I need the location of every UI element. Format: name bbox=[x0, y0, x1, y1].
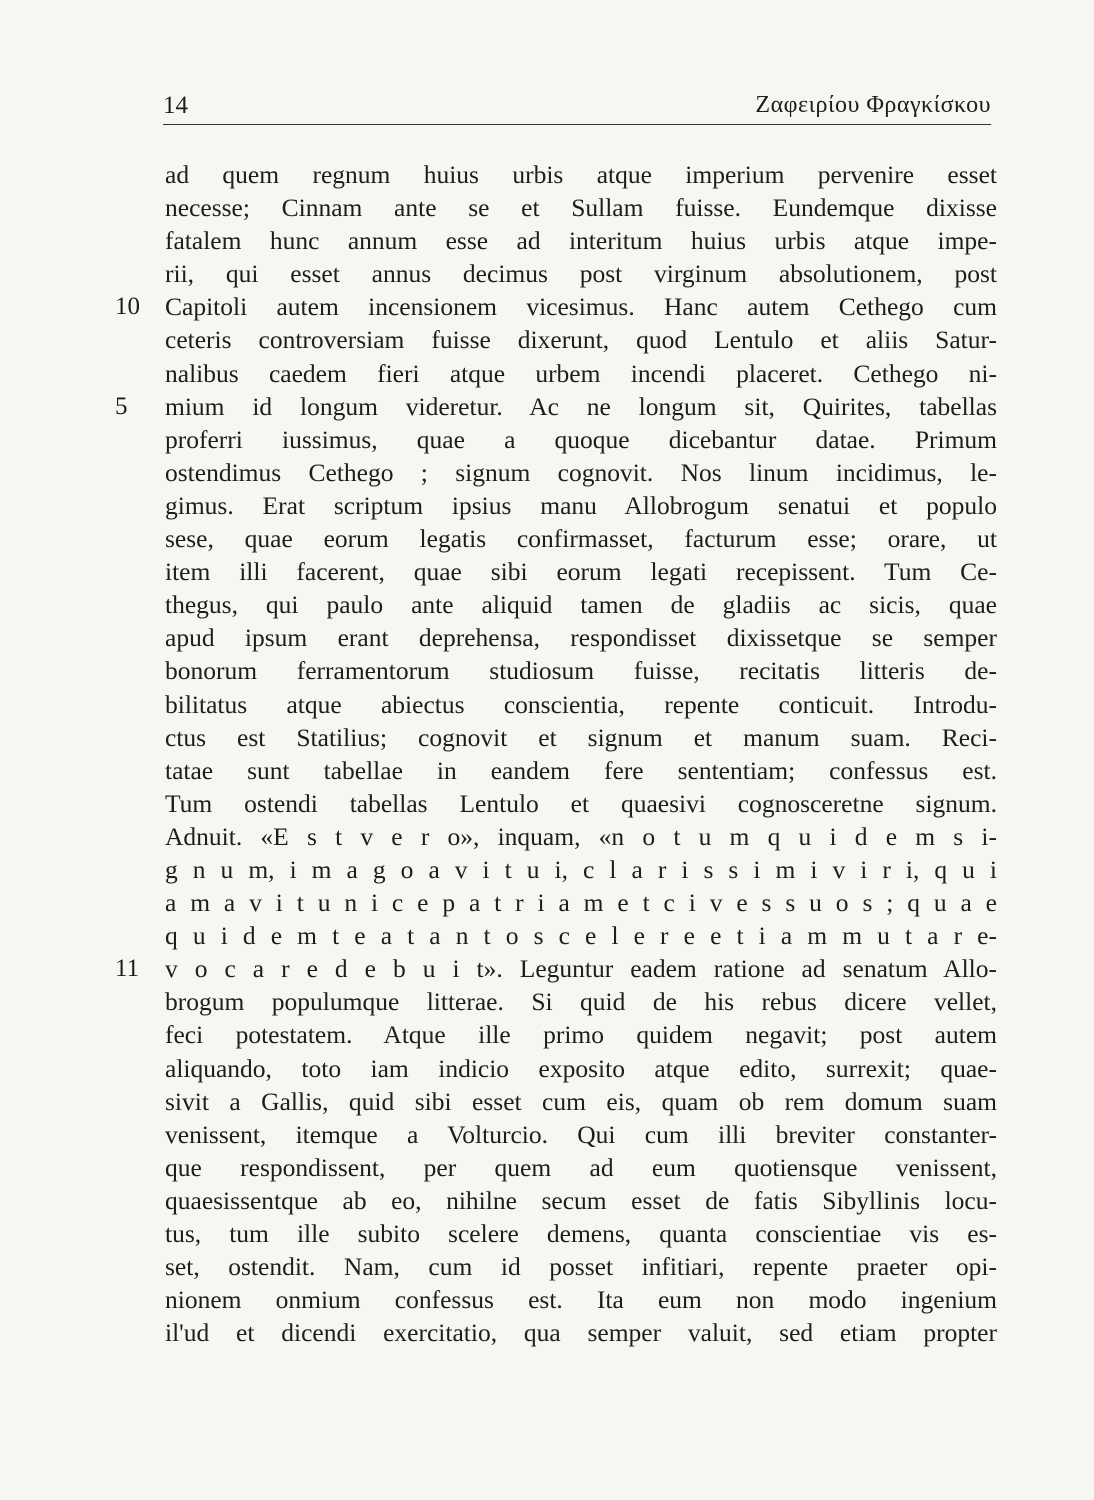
text-line bbox=[165, 423, 997, 456]
text-line bbox=[165, 1018, 997, 1051]
text-line bbox=[165, 1085, 997, 1118]
line-text: q u i d e m t e a t a n t o s c e l e r e e t i a m m u t a r e- bbox=[165, 921, 997, 951]
text-line bbox=[165, 886, 997, 919]
line-text: necesse; Cinnam ante se et Sullam fuisse. Eundemque dixisse bbox=[165, 193, 997, 223]
line-text: aliquando, toto iam indicio exposito atque edito, surrexit; quae- bbox=[165, 1053, 997, 1083]
text-line bbox=[165, 754, 997, 787]
text-line bbox=[165, 158, 997, 191]
line-text: rii, qui esset annus decimus post virginum absolutionem, post bbox=[165, 259, 997, 289]
header-rule bbox=[163, 124, 991, 125]
margin-line-number: 5 bbox=[115, 392, 128, 420]
text-line bbox=[165, 919, 997, 952]
line-text: venissent, itemque a Volturcio. Qui cum illi breviter constanter- bbox=[165, 1119, 997, 1149]
line-text: bonorum ferramentorum studiosum fuisse, recitatis litteris de- bbox=[165, 656, 997, 686]
page-number: 14 bbox=[163, 92, 188, 119]
margin-line-number: 10 bbox=[115, 293, 140, 321]
text-line bbox=[165, 1184, 997, 1217]
text-line bbox=[165, 1250, 997, 1283]
line-text: Adnuit. «E s t v e r o», inquam, «n o t u m q u i d e m s i- bbox=[165, 821, 997, 851]
line-text: a m a v i t u n i c e p a t r i a m e t c i v e s s u o s ; q u a e bbox=[165, 888, 997, 918]
text-line bbox=[165, 1151, 997, 1184]
line-text: fatalem hunc annum esse ad interitum huius urbis atque impe- bbox=[165, 226, 997, 256]
line-text: ostendimus Cethego ; signum cognovit. Nos linum incidimus, le- bbox=[165, 457, 997, 487]
line-text: v o c a r e d e b u i t». Leguntur eadem ratione ad senatum Allo- bbox=[165, 954, 997, 984]
line-text: mium id longum videretur. Ac ne longum sit, Quirites, tabellas bbox=[165, 391, 997, 421]
line-text: apud ipsum erant deprehensa, respondisset dixissetque se semper bbox=[165, 623, 997, 653]
margin-line-number: 11 bbox=[115, 955, 140, 983]
line-text: thegus, qui paulo ante aliquid tamen de gladiis ac sicis, quae bbox=[165, 590, 997, 620]
text-line bbox=[165, 357, 997, 390]
text-line bbox=[165, 1283, 997, 1316]
text-line bbox=[165, 654, 997, 687]
line-text: Capitoli autem incensionem vicesimus. Hanc autem Cethego cum bbox=[165, 292, 997, 322]
text-line bbox=[165, 985, 997, 1018]
line-text: g n u m, i m a g o a v i t u i, c l a r i s s i m i v i r i, q u i bbox=[165, 854, 997, 884]
text-line bbox=[165, 522, 997, 555]
line-text: nionem onmium confessus est. Ita eum non modo ingenium bbox=[165, 1285, 997, 1315]
line-text: ad quem regnum huius urbis atque imperium pervenire esset bbox=[165, 160, 997, 189]
text-line bbox=[165, 224, 997, 257]
text-line bbox=[165, 853, 997, 886]
latin-text-body bbox=[115, 158, 997, 1349]
line-text: feci potestatem. Atque ille primo quidem negavit; post autem bbox=[165, 1020, 997, 1050]
text-line bbox=[165, 787, 997, 820]
line-text: sivit a Gallis, quid sibi esset cum eis, quam ob rem domum suam bbox=[165, 1086, 997, 1116]
text-line bbox=[165, 588, 997, 621]
text-line bbox=[165, 257, 997, 290]
line-text: ctus est Statilius; cognovit et signum et manum suam. Reci- bbox=[165, 722, 997, 752]
text-line bbox=[165, 1316, 997, 1349]
line-text: item illi facerent, quae sibi eorum legati recepissent. Tum Ce- bbox=[165, 557, 997, 587]
text-line bbox=[165, 323, 997, 356]
line-text: tus, tum ille subito scelere demens, quanta conscientiae vis es- bbox=[165, 1219, 997, 1248]
line-text: que respondissent, per quem ad eum quotiensque venissent, bbox=[165, 1152, 997, 1182]
running-head: Ζαφειρίου Φραγκίσκου bbox=[755, 92, 991, 118]
text-line bbox=[165, 555, 997, 588]
line-text: tatae sunt tabellae in eandem fere sententiam; confessus est. bbox=[165, 755, 997, 785]
line-text: quaesissentque ab eo, nihilne secum esset de fatis Sibyllinis locu- bbox=[165, 1185, 997, 1215]
text-line bbox=[165, 456, 997, 489]
text-line bbox=[115, 952, 997, 985]
text-line bbox=[115, 290, 997, 323]
text-line bbox=[115, 390, 997, 423]
text-line bbox=[165, 489, 997, 522]
text-line bbox=[165, 721, 997, 754]
line-text: Tum ostendi tabellas Lentulo et quaesivi cognosceretne signum. bbox=[165, 788, 997, 818]
line-text: set, ostendit. Nam, cum id posset infitiari, repente praeter opi- bbox=[165, 1252, 997, 1282]
line-text: proferri iussimus, quae a quoque dicebantur datae. Primum bbox=[165, 424, 997, 454]
line-text: bilitatus atque abiectus conscientia, repente conticuit. Introdu- bbox=[165, 689, 997, 719]
line-text: brogum populumque litterae. Si quid de his rebus dicere vellet, bbox=[165, 987, 997, 1017]
line-text: il'ud et dicendi exercitatio, qua semper valuit, sed etiam propter bbox=[165, 1318, 997, 1348]
line-text: gimus. Erat scriptum ipsius manu Allobrogum senatui et populo bbox=[165, 490, 997, 520]
line-text: nalibus caedem fieri atque urbem incendi placeret. Cethego ni- bbox=[165, 358, 997, 388]
text-line bbox=[165, 191, 997, 224]
line-text: ceteris controversiam fuisse dixerunt, quod Lentulo et aliis Satur- bbox=[165, 325, 997, 355]
text-line bbox=[165, 688, 997, 721]
line-text: sese, quae eorum legatis confirmasset, facturum esse; orare, ut bbox=[165, 524, 997, 554]
text-line bbox=[165, 1052, 997, 1085]
text-line bbox=[165, 1118, 997, 1151]
text-line bbox=[165, 621, 997, 654]
text-line bbox=[165, 820, 997, 853]
text-line bbox=[165, 1217, 997, 1250]
